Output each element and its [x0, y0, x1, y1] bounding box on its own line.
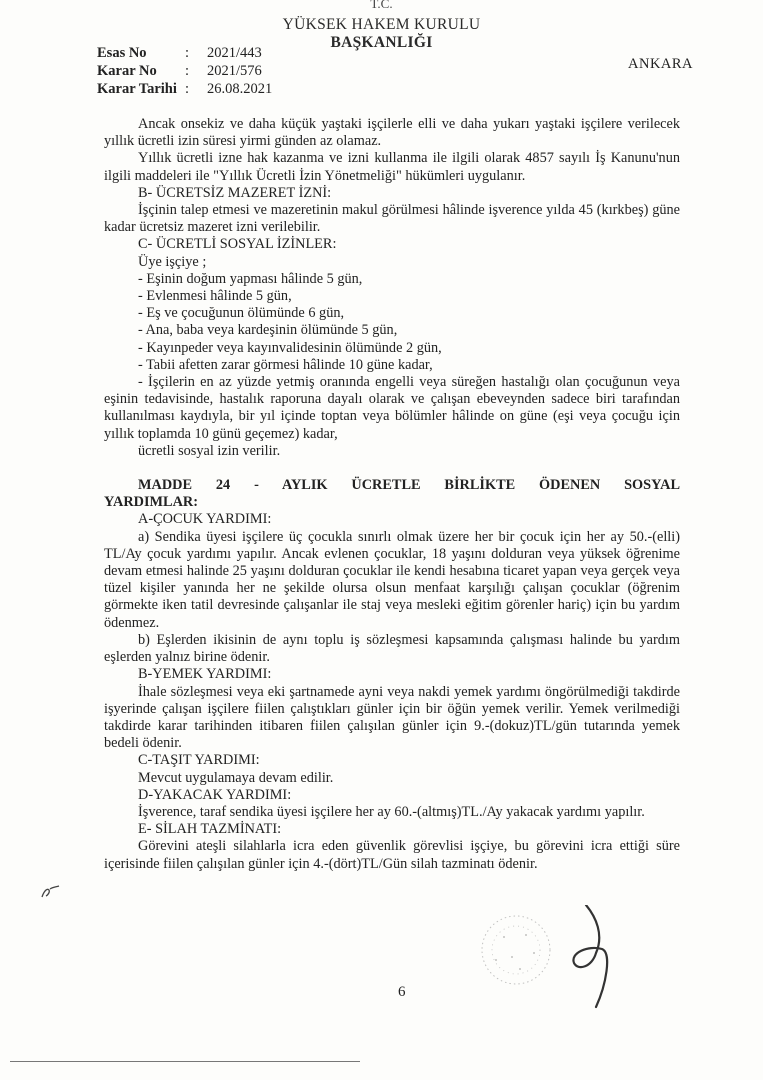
paragraph: İşverence, taraf sendika üyesi işçilere her ay 60.-(altmış)TL./Ay yakacak yardımı yapılır. [138, 803, 645, 820]
meta-key: Esas No [97, 45, 147, 61]
paragraph: ücretli sosyal izin verilir. [138, 442, 281, 459]
meta-value: 2021/443 [207, 45, 262, 61]
section-heading: B-YEMEK YARDIMI: [138, 666, 272, 683]
paragraph: Ancak onsekiz ve daha küçük yaştaki işçilerle elli ve daha yukarı yaştaki işçilere verilecek yıllık ücretli izin süresi yirmi günden az olamaz. [104, 116, 680, 150]
page-number: 6 [398, 984, 406, 1000]
paragraph: Görevini ateşli silahlarla icra eden güvenlik görevlisi işçiye, bu görevini icra ettiği süre içerisinde fiilen çalışılan günler için 4.-(dört)TL/Gün silah tazminatı ödenir. [104, 838, 680, 872]
list-item: - Eşinin doğum yapması hâlinde 5 gün, [138, 270, 363, 287]
meta-key: Karar No [97, 63, 157, 79]
meta-sep: : [185, 81, 190, 97]
meta-row-tarih [97, 80, 272, 98]
section-heading: C-TAŞIT YARDIMI: [138, 752, 260, 769]
meta-value: 26.08.2021 [207, 81, 273, 97]
document-body [104, 116, 680, 873]
paragraph: İhale sözleşmesi veya eki şartnamede ayni veya nakdi yemek yardımı öngörülmediği takdirde işyerinde çalışan işçilere fiilen çalıştıkları günler için bir öğün yemek verilir. Yemek verilmediği takdirde karar tarihinden itibaren fiilen çalışılan günler için 9.-(dokuz)TL/gün tutarında yemek bedeli ödenir. [104, 683, 680, 752]
paragraph: İşçinin talep etmesi ve mazeretinin makul görülmesi hâlinde işverence yılda 45 (kırkbeş) güne kadar ücretsiz mazeret izni verilebilir. [104, 202, 680, 236]
meta-key: Karar Tarihi [97, 81, 177, 97]
meta-sep: : [185, 63, 190, 79]
spacer [104, 460, 680, 477]
article-heading: MADDE 24 - AYLIK ÜCRETLE BİRLİKTE ÖDENEN SOSYAL [138, 477, 680, 494]
list-item: - Ana, baba veya kardeşinin ölümünde 5 gün, [138, 322, 398, 339]
section-heading: E- SİLAH TAZMİNATI: [138, 821, 282, 838]
list-item: - Tabii afetten zarar görmesi hâlinde 10 güne kadar, [138, 356, 433, 373]
official-stamp-and-signature [446, 905, 626, 1015]
meta-row-esas [97, 44, 272, 62]
list-intro: Üye işçiye ; [138, 253, 207, 270]
section-heading: A-ÇOCUK YARDIMI: [138, 511, 272, 528]
case-meta [97, 44, 272, 98]
meta-value: 2021/576 [207, 63, 262, 79]
list-item: - Eş ve çocuğunun ölümünde 6 gün, [138, 305, 345, 322]
list-item: - Evlenmesi hâlinde 5 gün, [138, 288, 292, 305]
meta-sep: : [185, 45, 190, 61]
meta-row-karar [97, 62, 272, 80]
margin-initial-mark [40, 885, 62, 901]
paragraph: b) Eşlerden ikisinin de aynı toplu iş sözleşmesi kapsamında çalışması halinde bu yardım eşlerden yalnız birine ödenir. [104, 631, 680, 666]
footer-divider [10, 1061, 360, 1062]
paragraph: Mevcut uygulamaya devam edilir. [138, 769, 334, 786]
list-item: - Kayınpeder veya kayınvalidesinin ölümünde 2 gün, [138, 339, 442, 356]
section-heading: D-YAKACAK YARDIMI: [138, 786, 292, 803]
paragraph: Yıllık ücretli izne hak kazanma ve izni kullanma ile ilgili olarak 4857 sayılı İş Kanunu'nun ilgili maddeleri ile "Yıllık Ücretli İzin Yönetmeliği" hükümleri uygulanır. [104, 150, 680, 184]
paragraph: a) Sendika üyesi işçilere üç çocukla sınırlı olmak üzere her bir çocuk için her ay 50.-(elli) TL/Ay çocuk yardımı yapılır. Ancak evlenen çocuklar, 18 yaşını dolduran veya yüksek öğrenime devam etmesi halinde 25 yaşını dolduran çocuklar ile kendi hesabına ticaret yapan veya gerçek veya tüzel kişiler yanında her ne şekilde olursa olsun menfaat karşılığı çalışan çocuklar (öğrenim görmekte iken tatil devresinde çalışanlar ile staj veya mesleki eğitim görenler hariç) için bu yardım ödenmez. [104, 528, 680, 631]
section-heading: C- ÜCRETLİ SOSYAL İZİNLER: [138, 236, 337, 253]
institution-subtitle: BAŞKANLIĞI [330, 34, 433, 51]
header-top-partial: T.C. [370, 0, 393, 11]
city-label: ANKARA [628, 56, 694, 72]
section-heading: B- ÜCRETSİZ MAZERET İZNİ: [138, 184, 332, 201]
institution-name: YÜKSEK HAKEM KURULU [282, 16, 481, 33]
article-heading-cont: YARDIMLAR: [104, 494, 198, 511]
list-item: - İşçilerin en az yüzde yetmiş oranında engelli veya süreğen hastalığı olan çocuğunun veya eşinin tedavisinde, hastalık raporuna dayalı olarak ve çalışan ebeveynden sadece biri tarafından kullanılması kaydıyla, bir yıl içinde toptan veya bölümler hâlinde on güne (eşi veya çocuğu için yıllık toplamda 10 günü geçemez) kadar, [104, 374, 680, 442]
